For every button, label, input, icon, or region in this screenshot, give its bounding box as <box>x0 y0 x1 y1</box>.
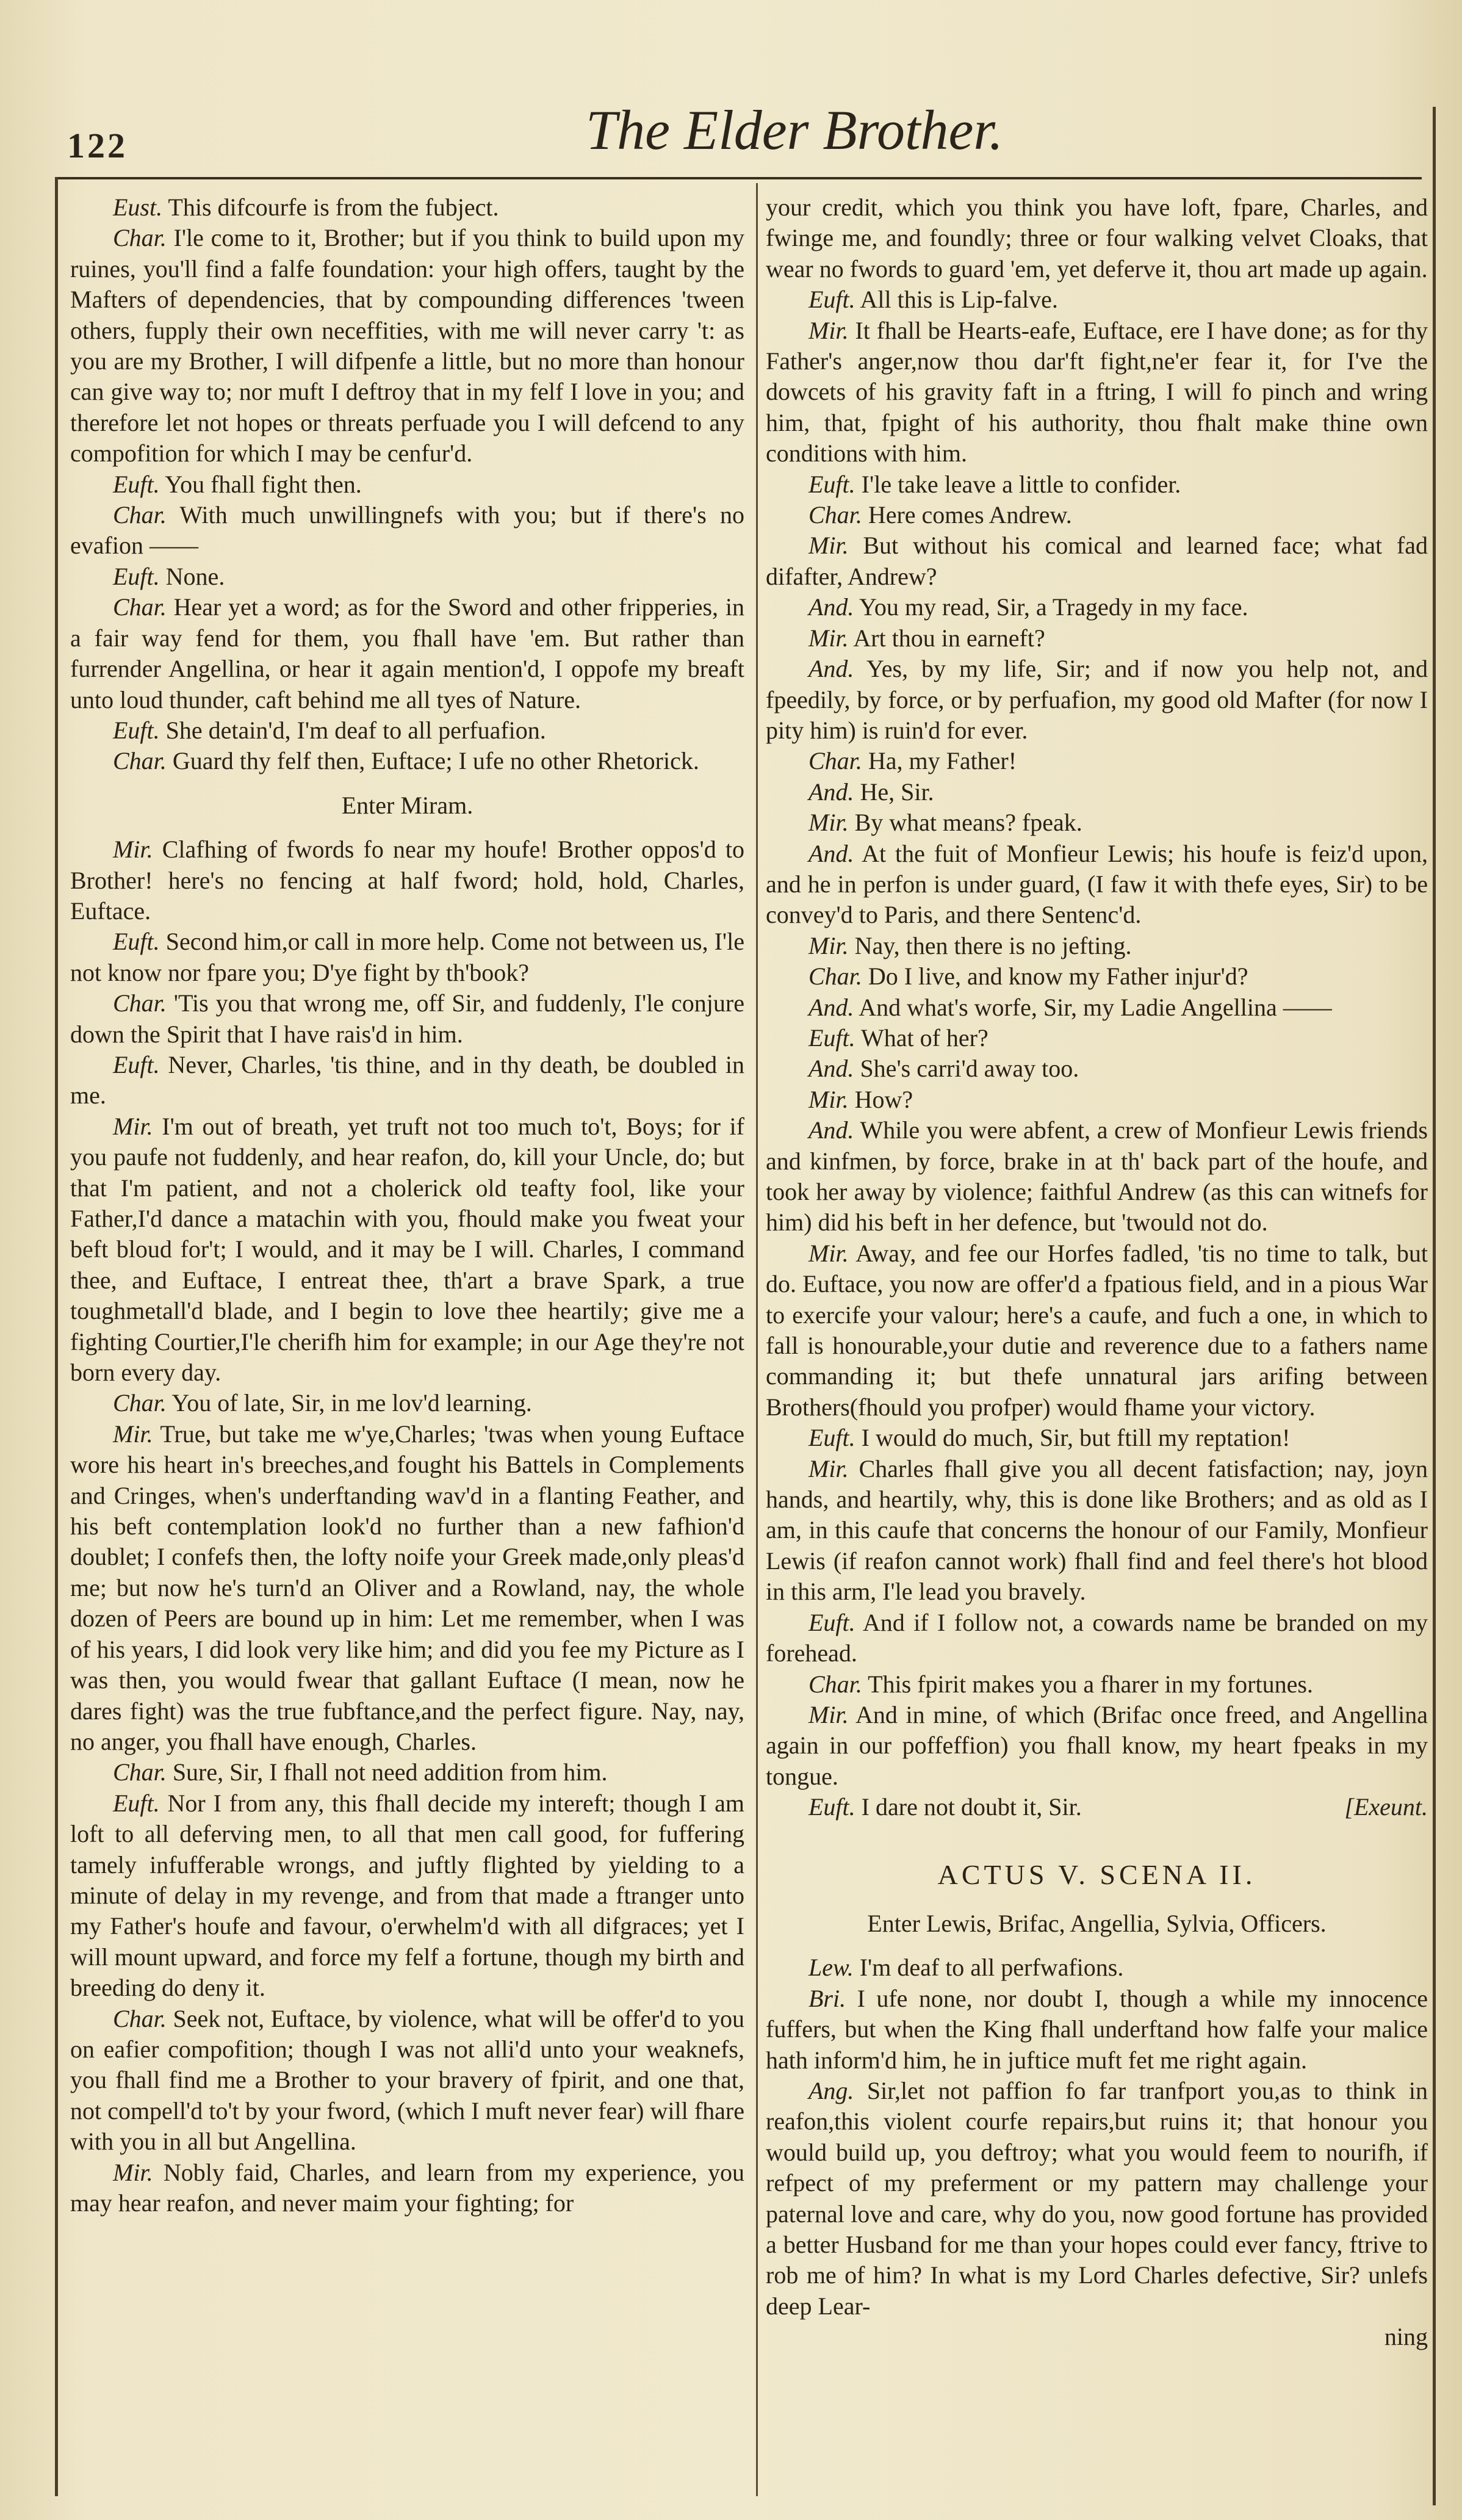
speech-text: You my read, Sir, a Tragedy in my face. <box>859 593 1248 621</box>
speaker-name: Euft. <box>113 1789 160 1817</box>
speech <box>766 1053 1428 1084</box>
speaker-name: Ang. <box>808 2076 854 2104</box>
speech-text: I ufe none, nor doubt I, though a while my innocence fuffers, but when the King fhall underftand how falfe your malice hath inform'd him, he in juftice muft fet me right again. <box>766 1984 1428 2074</box>
running-title: The Elder Brother. <box>586 99 1003 161</box>
speaker-name: Mir. <box>113 2158 153 2186</box>
speaker-name: Euft. <box>808 1424 855 1452</box>
speaker-name: And. <box>808 655 854 683</box>
speech <box>766 192 1428 284</box>
speaker-name: Mir. <box>808 316 849 344</box>
speaker-name: Lew. <box>808 1954 854 1982</box>
speech <box>766 807 1428 838</box>
speech-text: I'm out of breath, yet truft not too much to't, Boys; for if you paufe not fuddenly, and hear reafon, do, kill your Uncle, do; but that I'm patient, and not a cholerick old teafty fool, like your Father,I'd dance a matachin with you, fhould make you fweat your beft bloud for't; I would, and it may be I will. Charles, I command thee, and Euftace, I entreat thee, th'art a brave Spark, a true toughmetall'd blade, and I begin to love thee heartily; give me a fighting Courtier,I'le cherifh him for example; in our Age they're not born every day. <box>70 1112 744 1387</box>
speech <box>766 1238 1428 1423</box>
speech-text: Charles fhall give you all decent fatisfaction; nay, joyn hands, and heartily, why, this is done like Brothers; and as old as I am, in this caufe that concerns the honour of our Family, Monfieur Lewis (if reafon cannot work) fhall find and feel there's hot blood in this arm, I'le lead you bravely. <box>766 1454 1428 1606</box>
speech <box>766 777 1428 807</box>
page-number: 122 <box>67 126 128 165</box>
speaker-name: Char. <box>808 1670 862 1698</box>
speech-text: 'Tis you that wrong me, off Sir, and fuddenly, I'le conjure down the Spirit that I have rais'd in him. <box>70 989 744 1048</box>
speech <box>70 834 744 926</box>
speech <box>70 1788 744 2004</box>
speech-text: True, but take me w'ye,Charles; 'twas when young Euftace wore his heart in's breeches,and fought his Battels in Complements and Cringes, when's underftanding wav'd in a flanting Feather, and his beft contemplation look'd no further than a new fafhion'd doublet; I confefs then, the lofty noife your Greek made,only pleas'd me; but now he's turn'd an Oliver and a Rowland, nay, the whole dozen of Peers are bound up in him: Let me remember, when I was of his years, I did look very like him; and did you fee my Picture as I was then, you would fwear that gallant Euftace (I mean, now he dares fight) was the true fubftance,and the perfect figure. Nay, nay, no anger, you fhall have enough, Charles. <box>70 1420 745 1755</box>
speech-text: I'le take leave a little to confider. <box>861 470 1181 498</box>
speech-text: Do I live, and know my Father injur'd? <box>868 962 1248 991</box>
speaker-name: Euft. <box>113 716 160 744</box>
speech-text: While you were abfent, a crew of Monfieur Lewis friends and kinfmen, by force, brake in at th' back part of the houfe, and took her away by violence; faithful Andrew (as this can witnefs for him) did his beft in her defence, but 'twould not do. <box>766 1116 1428 1237</box>
speech <box>70 988 744 1050</box>
speech <box>766 1115 1428 1238</box>
speech <box>70 715 744 746</box>
speech <box>766 2076 1428 2322</box>
speech <box>766 654 1428 746</box>
speech <box>70 1419 744 1757</box>
speech <box>766 592 1428 623</box>
speech-text: And if I follow not, a cowards name be branded on my forehead. <box>766 1608 1428 1667</box>
speech-text: Nay, then there is no jefting. <box>854 931 1132 959</box>
speaker-name: Mir. <box>808 809 849 837</box>
speech <box>766 931 1428 961</box>
speaker-name: Bri. <box>808 1984 846 2012</box>
speech-text: You fhall fight then. <box>165 470 362 498</box>
speaker-name: Char. <box>808 501 862 529</box>
catchword: ning <box>1384 2323 1428 2351</box>
speech-text: By what means? fpeak. <box>854 809 1082 837</box>
speech-text: It fhall be Hearts-eafe, Euftace, ere I have done; as for thy Father's anger,now thou dar'ft fight,ne'er fear it, for I've the dowcets of his gravity faft in a ftring, I will fo pinch and wring him, that, fpight of his authority, thou fhalt make thine own conditions with him. <box>766 316 1428 468</box>
speech-text: Nor I from any, this fhall decide my intereft; though I am loft to all deferving men, to all that men call good, for fuffering tamely infufferable wrongs, and juftly flighted by yielding to a minute of delay in my revenge, and from that made a ftranger unto my Father's houfe and favour, o'erwhelm'd with all difgraces; yet I will mount upward, and force my felf a fortune, though my birth and breeding do deny it. <box>70 1789 745 2002</box>
speaker-name: Char. <box>113 593 167 621</box>
speech <box>70 2157 744 2219</box>
speech <box>766 1792 1428 1822</box>
speaker-name: Mir. <box>113 836 153 864</box>
speech-text: Art thou in earneft? <box>853 624 1045 652</box>
speech <box>70 1111 744 1388</box>
speech <box>70 561 744 592</box>
speaker-name: And. <box>808 1055 854 1083</box>
speaker-name: Char. <box>113 2004 167 2032</box>
speaker-name: Char. <box>113 501 167 529</box>
speaker-name: Euft. <box>808 470 855 498</box>
speaker-name: And. <box>808 593 854 621</box>
speech-text: Clafhing of fwords fo near my houfe! Brother oppos'd to Brother! here's no fencing at half fword; hold, hold, Charles, Euftace. <box>70 836 745 925</box>
speech <box>766 1023 1428 1053</box>
speech <box>70 592 744 715</box>
speech <box>766 839 1428 931</box>
speech <box>766 1669 1428 1700</box>
speaker-name: Euft. <box>808 1024 855 1052</box>
speech-text: Sure, Sir, I fhall not need addition from him. <box>172 1758 608 1786</box>
speech <box>766 1085 1428 1115</box>
speaker-name: And. <box>808 778 854 806</box>
speaker-name: Euft. <box>113 470 160 498</box>
speech <box>766 1608 1428 1669</box>
speech-text: Seek not, Euftace, by violence, what will be offer'd to you on eafier compofition; though I was not alli'd unto your weaknefs, you fhall find me a Brother to your bravery of fpirit, and one that, not compell'd to't by your fword, (which I muft never fear) will fhare with you in all but Angellina. <box>70 2004 745 2156</box>
speech <box>70 469 744 500</box>
speech <box>70 2004 744 2157</box>
speech-text: Guard thy felf then, Euftace; I ufe no other Rhetorick. <box>172 747 699 775</box>
speech <box>70 746 744 776</box>
speech <box>70 1388 744 1418</box>
speech-text: I'le come to it, Brother; but if you think to build upon my ruines, you'll find a falfe foundation: your high offers, taught by the Mafters of dependencies, that by compounding differences 'tween others, fupply their own neceffities, with me will never carry 't: as you are my Brother, I will difpenfe a little, but no more than honour can give way to; nor muft I deftroy that in my felf I love in you; and therefore let not hopes or threats perfuade you I will defcend to any compofition for which I may be cenfur'd. <box>70 224 744 468</box>
speech-text: She detain'd, I'm deaf to all perfuafion. <box>165 716 546 744</box>
speaker-name: Mir. <box>113 1112 153 1140</box>
speech <box>766 1984 1428 2076</box>
speaker-name: Mir. <box>808 1454 849 1482</box>
speaker-name: Mir. <box>808 624 849 652</box>
speech <box>766 623 1428 654</box>
speaker-name: Char. <box>113 1389 167 1417</box>
speech <box>766 746 1428 776</box>
speech <box>766 530 1428 592</box>
speech-text: What of her? <box>860 1024 988 1052</box>
speaker-name: Mir. <box>808 1085 849 1113</box>
speech-text: None. <box>165 562 225 590</box>
speech-text: your credit, which you think you have loft, fpare, Charles, and fwinge me, and foundly; three or four walking velvet Cloaks, that wear no fwords to guard 'em, yet deferve it, thou art made up again. <box>766 193 1428 283</box>
speech <box>766 284 1428 315</box>
speech <box>766 1952 1428 1983</box>
right-text-column <box>766 192 1428 2353</box>
exit-direction: [Exeunt. <box>1344 1793 1428 1821</box>
speech <box>766 992 1428 1023</box>
speaker-name: Mir. <box>808 1700 849 1728</box>
speech <box>70 192 744 223</box>
stage-direction: Enter Miram. <box>341 791 474 819</box>
speech-text: He, Sir. <box>860 778 934 806</box>
speech-text: This difcourfe is from the fubject. <box>168 193 499 221</box>
speaker-name: Mir. <box>808 1239 849 1267</box>
speech <box>70 926 744 988</box>
speaker-name: Euft. <box>113 928 160 956</box>
speech-text: And what's worfe, Sir, my Ladie Angellina —— <box>859 993 1332 1021</box>
speaker-name: Char. <box>808 747 862 775</box>
speaker-name: Mir. <box>808 931 849 959</box>
speech <box>766 316 1428 469</box>
speech-text: You of late, Sir, in me lov'd learning. <box>171 1389 532 1417</box>
speech-text: At the fuit of Monfieur Lewis; his houfe is feiz'd upon, and he in perfon is under guard, (I faw it with thefe eyes, Sir) to be convey'd to Paris, and there Sentenc'd. <box>766 839 1428 929</box>
speech-text: I'm deaf to all perfwafions. <box>859 1954 1124 1982</box>
speech-text: Nobly faid, Charles, and learn from my experience, you may hear reafon, and never maim your fighting; for <box>70 2158 745 2217</box>
speech <box>766 1700 1428 1792</box>
speech <box>766 469 1428 500</box>
speech-text: Second him,or call in more help. Come not between us, I'le not know nor fpare you; D'ye fight by th'book? <box>70 928 745 986</box>
speaker-name: Mir. <box>113 1420 153 1448</box>
speech-text: Away, and fee our Horfes fadled, 'tis no time to talk, but do. Euftace, you now are offer'd a fpatious field, and in a pious War to exercife your valour; here's a caufe, and fuch a one, in which to fall is honourable,your dutie and reverence due to a fathers name commanding it; but thefe unnatural jars arifing between Brothers(fhould you profper) would fhame your victory. <box>766 1239 1428 1421</box>
speech-text: All this is Lip-falve. <box>860 286 1058 314</box>
speech-text: This fpirit makes you a fharer in my fortunes. <box>868 1670 1313 1698</box>
speech <box>766 500 1428 530</box>
speaker-name: And. <box>808 993 854 1021</box>
scene-heading: ACTUS V. SCENA II. <box>937 1858 1256 1890</box>
speech-text: Hear yet a word; as for the Sword and other fripperies, in a fair way fend for them, you fhall have 'em. But rather than furrender Angellina, or hear it again mention'd, I oppofe my breaft unto loud thunder, caft behind me all tyes of Nature. <box>70 593 744 713</box>
speaker-name: Euft. <box>808 1608 855 1636</box>
speech <box>70 500 744 561</box>
speaker-name: Eust. <box>113 193 163 221</box>
speech-text: Sir,let not paffion fo far tranfport you,as to think in reafon,this violent courfe repairs,but ruins it; that honour you would build up, you deftroy; what you would feem to nourifh, if refpect of my preferment or my pattern may challenge your paternal love and care, why do you, now good fortune has provided a better Husband for me than your hopes could ever fancy, ftrive to rob me of him? In what is my Lord Charles defective, Sir? unlefs deep Lear- <box>766 2076 1428 2320</box>
speech-text: Never, Charles, 'tis thine, and in thy death, be doubled in me. <box>70 1050 744 1110</box>
speaker-name: Euft. <box>808 1793 855 1821</box>
speaker-name: Euft. <box>113 1050 160 1078</box>
column-divider <box>756 183 758 2496</box>
speaker-name: And. <box>808 1116 854 1144</box>
speech <box>766 961 1428 992</box>
speaker-name: Char. <box>113 989 167 1017</box>
speaker-name: And. <box>808 839 854 867</box>
speech-text: Yes, by my life, Sir; and if now you help not, and fpeedily, by force, or by perfuafion, my good old Mafter (for now I pity him) is ruin'd for ever. <box>766 655 1428 744</box>
speech-text: She's carri'd away too. <box>860 1055 1079 1083</box>
speech <box>766 1454 1428 1608</box>
speech-text: With much unwillingnefs with you; but if there's no evafion —— <box>70 501 745 560</box>
speaker-name: Mir. <box>808 532 849 560</box>
speech-text: Ha, my Father! <box>868 747 1017 775</box>
speech-text: But without his comical and learned face; what fad difafter, Andrew? <box>766 532 1428 590</box>
right-frame-rule <box>1433 107 1436 2505</box>
speaker-name: Char. <box>113 747 167 775</box>
speech <box>70 1757 744 1788</box>
speech-text: Here comes Andrew. <box>868 501 1072 529</box>
speaker-name: Char. <box>113 1758 167 1786</box>
speech-text: And in mine, of which (Brifac once freed, and Angellina again in our poffeffion) you fhall know, my heart fpeaks in my tongue. <box>766 1700 1428 1790</box>
speech-text: I would do much, Sir, but ftill my reptation! <box>861 1424 1291 1452</box>
left-text-column <box>70 192 744 2219</box>
speaker-name: Euft. <box>808 286 855 314</box>
left-frame-rule <box>55 177 58 2496</box>
speech <box>70 1050 744 1111</box>
speaker-name: Char. <box>808 962 862 991</box>
speech <box>70 223 744 469</box>
speaker-name: Euft. <box>113 562 160 590</box>
speaker-name: Char. <box>113 224 167 252</box>
stage-direction: Enter Lewis, Brifac, Angellia, Sylvia, Officers. <box>867 1909 1327 1937</box>
speech-text: How? <box>854 1085 913 1113</box>
speech-text: I dare not doubt it, Sir. <box>861 1793 1082 1821</box>
speech <box>766 1423 1428 1453</box>
